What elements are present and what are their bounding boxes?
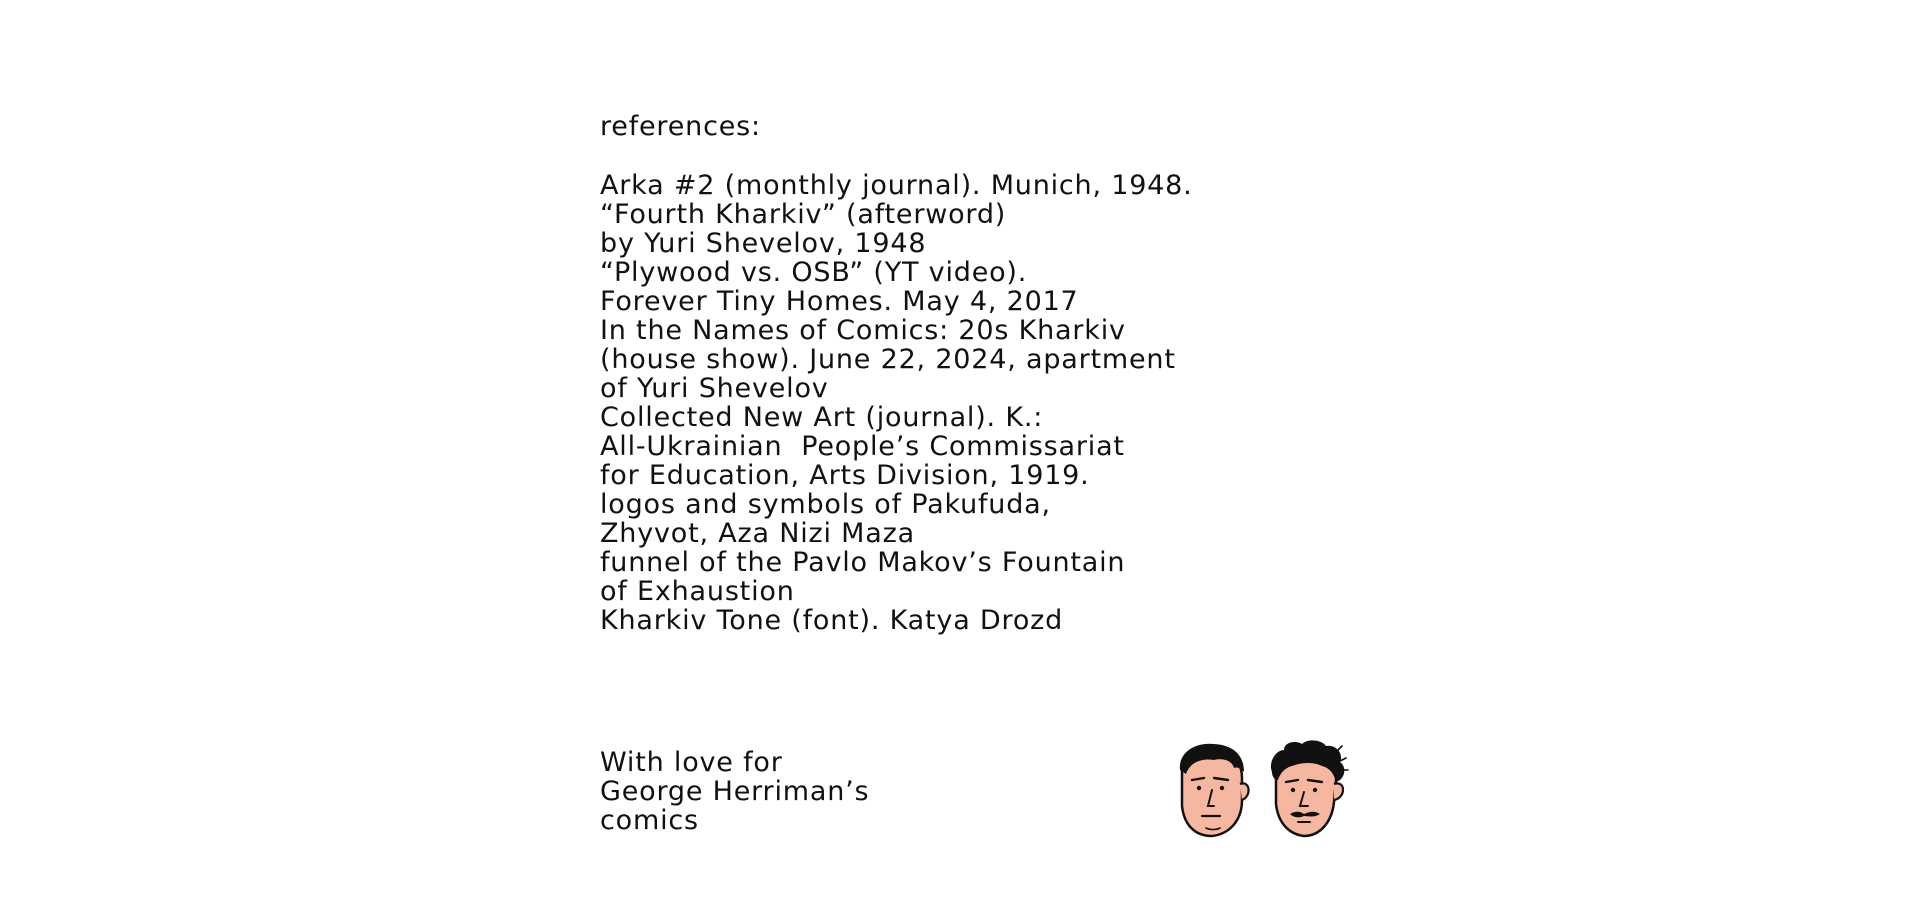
reference-line: by Yuri Shevelov, 1948	[600, 228, 927, 259]
dedication	[600, 748, 869, 835]
portraits-illustration	[1172, 740, 1352, 844]
reference-line: for Education, Arts Division, 1919.	[600, 460, 1090, 491]
references-list	[600, 171, 1360, 635]
man-portrait-icon	[1180, 744, 1249, 836]
mustached-man-portrait-icon	[1271, 740, 1348, 836]
reference-line: of Yuri Shevelov	[600, 373, 829, 404]
reference-line: Collected New Art (journal). K.:	[600, 402, 1044, 433]
dedication-line: comics	[600, 805, 699, 836]
dedication-line: George Herriman’s	[600, 776, 870, 807]
reference-line: logos and symbols of Pakufuda,	[600, 489, 1051, 520]
dedication-line: With love for	[600, 747, 783, 778]
references-section	[600, 112, 1360, 635]
reference-line: Arka #2 (monthly journal). Munich, 1948.	[600, 170, 1193, 201]
reference-line: Forever Tiny Homes. May 4, 2017	[600, 286, 1079, 317]
reference-line: (house show). June 22, 2024, apartment	[600, 344, 1176, 375]
reference-line: Zhyvot, Aza Nizi Maza	[600, 518, 915, 549]
reference-line: of Exhaustion	[600, 576, 795, 607]
reference-line: In the Names of Comics: 20s Kharkiv	[600, 315, 1126, 346]
reference-line: “Fourth Kharkiv” (afterword)	[600, 199, 1007, 230]
references-heading: references:	[600, 111, 761, 142]
portraits	[1172, 740, 1352, 844]
reference-line: “Plywood vs. OSB” (YT video).	[600, 257, 1028, 288]
reference-line: Kharkiv Tone (font). Katya Drozd	[600, 605, 1064, 636]
reference-line: funnel of the Pavlo Makov’s Fountain	[600, 547, 1126, 578]
reference-line: All-Ukrainian People’s Commissariat	[600, 431, 1125, 462]
